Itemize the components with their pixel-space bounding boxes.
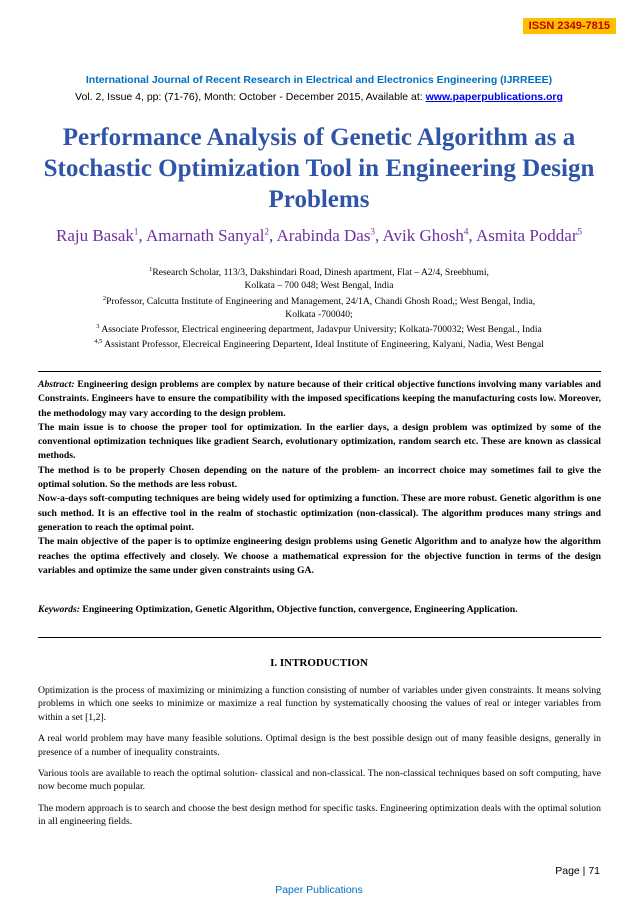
author-sep: , [468, 226, 476, 245]
abstract-text: Engineering design problems are complex by nature because of their critical objective functions involving many variables and Constraints. Engineers have to ensure the compatibility with the imposed specifications keeping the manufacturing costs low. Moreover, the methodology may vary according to the design problem. [38, 379, 601, 419]
affiliation-line: Kolkata – 700 048; West Bengal, India [244, 280, 394, 292]
journal-url-link[interactable]: www.paperpublications.org [425, 91, 563, 103]
abstract-top-rule [38, 371, 601, 372]
affiliation-line: Kolkata -700040; [285, 309, 353, 321]
volume-text: Vol. 2, Issue 4, pp: (71-76), Month: October - December 2015, Available at: [75, 91, 426, 103]
abstract-paragraph [38, 378, 601, 421]
author-name: Avik Ghosh [382, 226, 464, 245]
author-name: Raju Basak [55, 226, 134, 245]
volume-line [0, 91, 638, 103]
body-paragraph: A real world problem may have many feasible solutions. Optimal design is the best possible design out of many feasible designs, generally in presence of a number of inequality constraints. [38, 733, 601, 758]
author-sup: 3 [370, 226, 375, 237]
page-number: Page | 71 [555, 865, 600, 877]
abstract-label: Abstract: [38, 379, 75, 390]
abstract-paragraph: The main issue is to choose the proper tool for optimization. In the earlier days, a design problem was optimized by some of the conventional optimization techniques like gradient Search, evolutionary optimization, random search etc. These are known as classical methods. [38, 421, 601, 462]
author-sep: , [268, 226, 277, 245]
affiliation-3 [20, 320, 618, 336]
keywords [38, 603, 601, 617]
affiliation-sup: 3 [96, 323, 100, 330]
author-sup: 5 [577, 226, 583, 237]
affiliation-sup: 4,5 [94, 338, 103, 345]
author-list [0, 226, 638, 246]
author-sep: , [374, 226, 383, 245]
affiliation-2 [20, 292, 618, 321]
author-sep: , [138, 226, 146, 245]
author-sup: 4 [463, 226, 469, 237]
body-paragraph: Various tools are available to reach the optimal solution- classical and non-classical. The non-classical techniques based on soft computing, have now become much popular. [38, 768, 601, 793]
affiliation-line: Research Scholar, 113/3, Dakshindari Road, Dinesh apartment, Flat – A2/4, Sreebhumi, [152, 267, 489, 279]
author-sup: 2 [264, 226, 269, 237]
abstract-paragraph: Now-a-days soft-computing techniques are being widely used for optimizing a function. These are more robust. Genetic algorithm is one such method. It is an effective tool in the realm of stochastic optimization (non-classical). The algorithm produces many strings and generation to reach the optimal point. [38, 493, 601, 533]
affiliation-sup: 1 [149, 266, 153, 273]
body-paragraph: The modern approach is to search and choose the best design method for specific tasks. Engineering optimization deals with the optimal solution in all engineering fields. [38, 802, 601, 828]
affiliation-1 [20, 263, 618, 292]
affiliation-line: Assistant Professor, Elecreical Engineering Departent, Ideal Institute of Engineering, Kalyani, Nadia, West Bengal [102, 339, 544, 351]
abstract-paragraph: The main objective of the paper is to optimize engineering design problems using Genetic Algorithm and to analyze how the algorithm reaches the optima effectively and closely. We choose a mathematical expression for the objective function in terms of the design variables and optimize the same under given constraints using GA. [38, 536, 601, 576]
affiliation-sup: 2 [102, 295, 107, 302]
abstract-paragraph: The method is to be properly Chosen depending on the nature of the problem- an incorrect choice may sometimes fail to give the optimal solution. So the methods are less robust. [38, 464, 601, 491]
section-heading: I. INTRODUCTION [270, 657, 368, 669]
body-paragraph: Optimization is the process of maximizing or minimizing a function consisting of number of variables under given constraints. It means solving problems in which one seeks to minimize or maximize a real function by systematically choosing the values of real or integer variables from within a set [1,2]. [38, 685, 601, 723]
keywords-bottom-rule [38, 637, 601, 638]
author-name: Arabinda Das [276, 226, 371, 245]
affiliation-line: Associate Professor, Electrical engineering department, Jadavpur University; Kolkata-700032; West Bengal., India [99, 324, 542, 336]
author-name: Asmita Poddar [475, 226, 578, 245]
affiliation-4 [20, 335, 618, 351]
affiliation-line: Professor, Calcutta Institute of Engineering and Management, 24/1A, Chandi Ghosh Road,; West Bengal, India, [106, 296, 536, 308]
publisher-name: Paper Publications [275, 884, 363, 896]
keywords-text: Engineering Optimization, Genetic Algorithm, Objective function, convergence, Engineering Application. [79, 604, 518, 615]
keywords-label: Keywords: [38, 604, 80, 615]
journal-name: International Journal of Recent Research in Electrical and Electronics Engineering (IJRREEE) [85, 74, 553, 86]
abstract [38, 378, 601, 578]
author-name: Amarnath Sanyal [145, 226, 265, 245]
issn-badge: ISSN 2349-7815 [523, 18, 616, 34]
introduction-body [38, 684, 601, 837]
author-sup: 1 [133, 226, 139, 237]
paper-title: Performance Analysis of Genetic Algorithm as a Stochastic Optimization Tool in Engineering Design Problems [43, 124, 595, 213]
